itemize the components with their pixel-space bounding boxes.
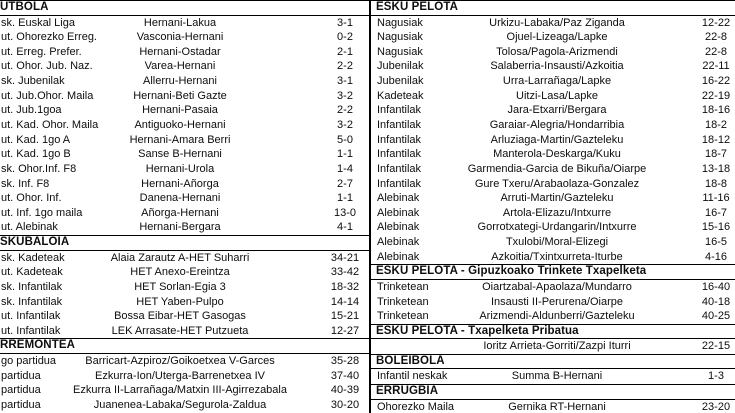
result-match: LEK Arrasate-HET Putzueta [111,324,249,337]
result-row [0,147,370,162]
result-match: Ezkurra-Ion/Uterga-Barrenetxea IV [95,369,265,382]
result-score: 16-7 [704,206,728,219]
section-title: BOLEIBOLA [376,354,445,367]
result-category: Trinketean [377,310,429,323]
result-match: Ezkurra II-Larrañaga/Matxin III-Agirrezabala [73,384,287,397]
result-match: Arluziaga-Martin/Gazteleku [490,133,624,146]
section-title: ESKU PELOTA - Gipuzkoako Trinkete Txapelketa [376,265,647,278]
result-row [371,147,735,162]
result-row [0,220,370,235]
result-category: Infantilak [377,118,422,131]
result-row [371,118,735,133]
result-score: 40-39 [330,384,360,397]
result-score: 18-32 [330,280,360,293]
result-category: ut. Kad. 1go A [1,133,71,146]
result-match: Bossa Eibar-HET Gasogas [114,310,246,323]
result-score: 18-2 [704,118,728,131]
result-row [0,59,370,74]
result-match: Manterola-Deskarga/Kuku [493,148,621,161]
result-category: sk. Euskal Liga [1,16,75,29]
result-score: 40-25 [701,310,731,323]
result-match: Insausti II-Perurena/Oiarpe [490,295,624,308]
result-score: 2-2 [337,60,353,73]
result-category: Trinketean [377,280,429,293]
result-match: Antiguoko-Hernani [134,118,226,131]
result-score: 18-12 [701,133,731,146]
section-title: ESKU PELOTA [376,1,459,13]
result-row [0,118,370,133]
result-row [371,235,735,250]
result-score: 2-7 [337,177,353,190]
result-score: 18-7 [704,148,728,161]
result-category: Infantil neskak [377,370,448,383]
result-match: HET Sorlan-Egia 3 [134,280,226,293]
result-score: 11-16 [702,192,730,205]
result-score: 1-4 [337,162,353,175]
result-category: sk. Ohor.Inf. F8 [1,162,77,175]
result-category: ut. Ohorezko Erreg. [1,31,97,44]
result-score: 35-28 [330,354,360,367]
result-row [371,400,735,413]
result-row [0,133,370,148]
section-header [371,384,735,400]
result-row [371,133,735,148]
result-category: ut. Jub.Ohor. Maila [1,89,94,102]
result-row [0,177,370,192]
result-match: Hernani-Lakua [143,16,217,29]
result-match: Vasconia-Hernani [136,31,224,44]
result-row [371,280,735,295]
result-match: Gernika RT-Hernani [508,400,606,413]
result-match: Summa B-Hernani [511,370,603,383]
result-score: 16-22 [701,75,731,88]
result-row [371,74,735,89]
result-match: Ioritz Arrieta-Gorriti/Zazpi Iturri [483,340,631,353]
result-match: Barricart-Azpiroz/Goikoetxea V-Garces [85,354,275,367]
result-row [371,309,735,324]
result-category: ut. Infantilak [1,310,61,323]
result-row [371,89,735,104]
result-match: Artola-Elizazu/Intxurre [502,206,612,219]
result-row [0,191,370,206]
result-match: HET Anexo-Ereintza [130,266,230,279]
result-score: 18-8 [704,177,728,190]
result-row [371,220,735,235]
result-match: Uitzi-Lasa/Lapke [516,89,598,102]
section-title: RREMONTEA [0,339,76,352]
result-category: Infantilak [377,104,422,117]
result-row [371,250,735,265]
result-category: Nagusiak [377,45,423,58]
result-score: 13-0 [333,206,357,219]
result-category: Nagusiak [377,16,423,29]
result-row [371,191,735,206]
result-category: ut. Kadeteak [1,266,63,279]
result-category: ut. Kad. Ohor. Maila [1,118,99,131]
result-score: 1-1 [337,148,353,161]
result-row [0,45,370,60]
result-row [371,177,735,192]
result-score: 3-1 [337,75,353,88]
result-category: Infantilak [377,148,422,161]
result-match: HET Yaben-Pulpo [136,295,224,308]
result-row [371,369,735,384]
result-match: Garaiar-Alegria/Hondarribia [489,118,625,131]
result-category: sk. Inf. F8 [1,177,50,190]
result-score: 4-1 [337,221,353,234]
result-score: 3-1 [337,16,353,29]
result-score: 15-21 [330,310,360,323]
result-row [371,59,735,74]
result-score: 2-2 [337,104,353,117]
result-match: Añorga-Hernani [141,206,219,219]
result-match: Allerru-Hernani [143,75,217,88]
result-row [0,280,370,295]
result-score: 22-8 [704,45,728,58]
result-category: ut. Jub.1goa [1,104,62,117]
result-category: sk. Infantilak [1,295,63,308]
section-title: ERRUGBIA [376,385,439,398]
result-score: 15-16 [701,221,731,234]
result-row [371,45,735,60]
result-row [0,206,370,221]
result-row [0,265,370,280]
result-row [0,354,370,369]
result-category: Jubenilak [377,60,424,73]
result-category: Infantilak [377,162,422,175]
result-category: ut. Infantilak [1,324,61,337]
section-title: ESKU PELOTA - Txapelketa Pribatua [376,324,579,337]
result-row [371,162,735,177]
result-score: 12-22 [701,16,731,29]
result-category: ut. Kad. 1go B [1,148,71,161]
result-category: Infantilak [377,177,422,190]
result-match: Txulobi/Moral-Elizegi [505,236,609,249]
result-score: 13-18 [701,162,731,175]
result-score: 0-2 [337,31,353,44]
result-match: Jara-Etxarri/Bergara [507,104,607,117]
result-category: Nagusiak [377,31,423,44]
result-score: 33-42 [330,266,360,279]
result-match: Hernani-Bergara [139,221,221,234]
result-match: Hernani-Beti Gazte [133,89,227,102]
result-row [0,295,370,310]
result-row [371,16,735,31]
right-column [371,0,735,413]
section-header [0,235,370,251]
result-category: Alebinak [377,221,420,234]
section-header [0,0,370,16]
result-category: ut. Ohor. Inf. [1,192,62,205]
result-row [371,103,735,118]
result-score: 16-40 [701,280,731,293]
result-match: Arruti-Martin/Gazteleku [500,192,614,205]
result-match: Ojuel-Lizeaga/Lapke [506,31,608,44]
result-row [0,369,370,384]
result-match: Sanse B-Hernani [138,148,222,161]
result-match: Juanenea-Labaka/Segurola-Zaldua [93,398,267,411]
result-category: partidua [1,369,41,382]
result-row [0,103,370,118]
result-row [0,162,370,177]
result-score: 30-20 [330,398,360,411]
result-score: 2-1 [337,45,353,58]
result-score: 12-27 [330,324,360,337]
result-match: Arizmendi-Aldunberri/Gazteleku [479,310,635,323]
result-category: Infantilak [377,133,422,146]
result-score: 22-8 [704,31,728,44]
result-match: Oiartzabal-Apaolaza/Mundarro [482,280,632,293]
result-category: ut. Erreg. Prefer. [1,45,82,58]
result-score: 4-16 [704,250,728,263]
result-row [371,295,735,310]
result-score: 3-2 [337,89,353,102]
result-row [0,251,370,266]
section-header [371,354,735,370]
result-category: sk. Jubenilak [1,75,65,88]
result-row [371,206,735,221]
result-category: partidua [1,398,41,411]
result-match: Gorrotxategi-Urdangarin/Intxurre [477,221,637,234]
section-title: UTBOLA [0,1,49,13]
result-category: ut. Alebinak [1,221,58,234]
result-score: 18-16 [701,104,731,117]
result-score: 34-21 [330,251,360,264]
result-category: Ohorezko Maila [377,400,455,413]
result-match: Gure Txeru/Arabaolaza-Gonzalez [474,177,640,190]
result-category: go partidua [1,354,57,367]
result-score: 5-0 [337,133,353,146]
result-score: 23-20 [701,400,731,413]
result-row [0,309,370,324]
result-score: 1-1 [337,192,353,205]
result-match: Alaia Zarautz A-HET Suharri [110,251,250,264]
result-row [0,398,370,413]
result-row [0,74,370,89]
result-match: Tolosa/Pagola-Arizmendi [496,45,618,58]
result-match: Urkizu-Labaka/Paz Ziganda [489,16,625,29]
result-score: 16-5 [704,236,728,249]
result-category: ut. Ohor. Jub. Naz. [1,60,93,73]
result-match: Hernani-Añorga [141,177,219,190]
result-category: Alebinak [377,250,420,263]
result-category: Jubenilak [377,75,424,88]
result-category: Alebinak [377,192,420,205]
result-category: Alebinak [377,236,420,249]
section-header [0,338,370,354]
result-row [0,383,370,398]
result-category: partidua [1,384,41,397]
result-row [371,339,735,354]
section-header [371,0,735,16]
result-row [371,30,735,45]
result-category: Trinketean [377,295,429,308]
result-score: 3-2 [337,118,353,131]
section-header [371,324,735,340]
section-header [371,264,735,280]
result-score: 22-15 [701,340,731,353]
result-row [0,16,370,31]
result-score: 22-19 [701,89,731,102]
result-category: Kadeteak [377,89,424,102]
result-match: Hernani-Amara Berri [129,133,231,146]
result-score: 40-18 [701,295,731,308]
result-category: sk. Kadeteak [1,251,65,264]
result-match: Hernani-Ostadar [139,45,221,58]
result-row [0,30,370,45]
section-title: SKUBALOIA [0,236,70,249]
result-match: Garmendia-Garcia de Bikuña/Oiarpe [467,162,647,175]
result-match: Varea-Hernani [144,60,216,73]
result-match: Hernani-Urola [145,162,215,175]
result-score: 1-3 [708,370,724,383]
result-row [0,324,370,339]
result-match: Urra-Larrañaga/Lapke [502,75,612,88]
result-score: 37-40 [330,369,360,382]
result-category: sk. Infantilak [1,280,63,293]
result-category: Alebinak [377,206,420,219]
result-match: Salaberria-Insausti/Azkoitia [490,60,624,73]
result-category: ut. Inf. 1go maila [1,206,83,219]
result-score: 14-14 [330,295,360,308]
result-match: Hernani-Pasaia [142,104,218,117]
result-match: Azkoitia/Txintxurreta-Iturbe [491,250,623,263]
result-score: 22-11 [702,60,730,73]
result-match: Danena-Hernani [139,192,221,205]
result-row [0,89,370,104]
